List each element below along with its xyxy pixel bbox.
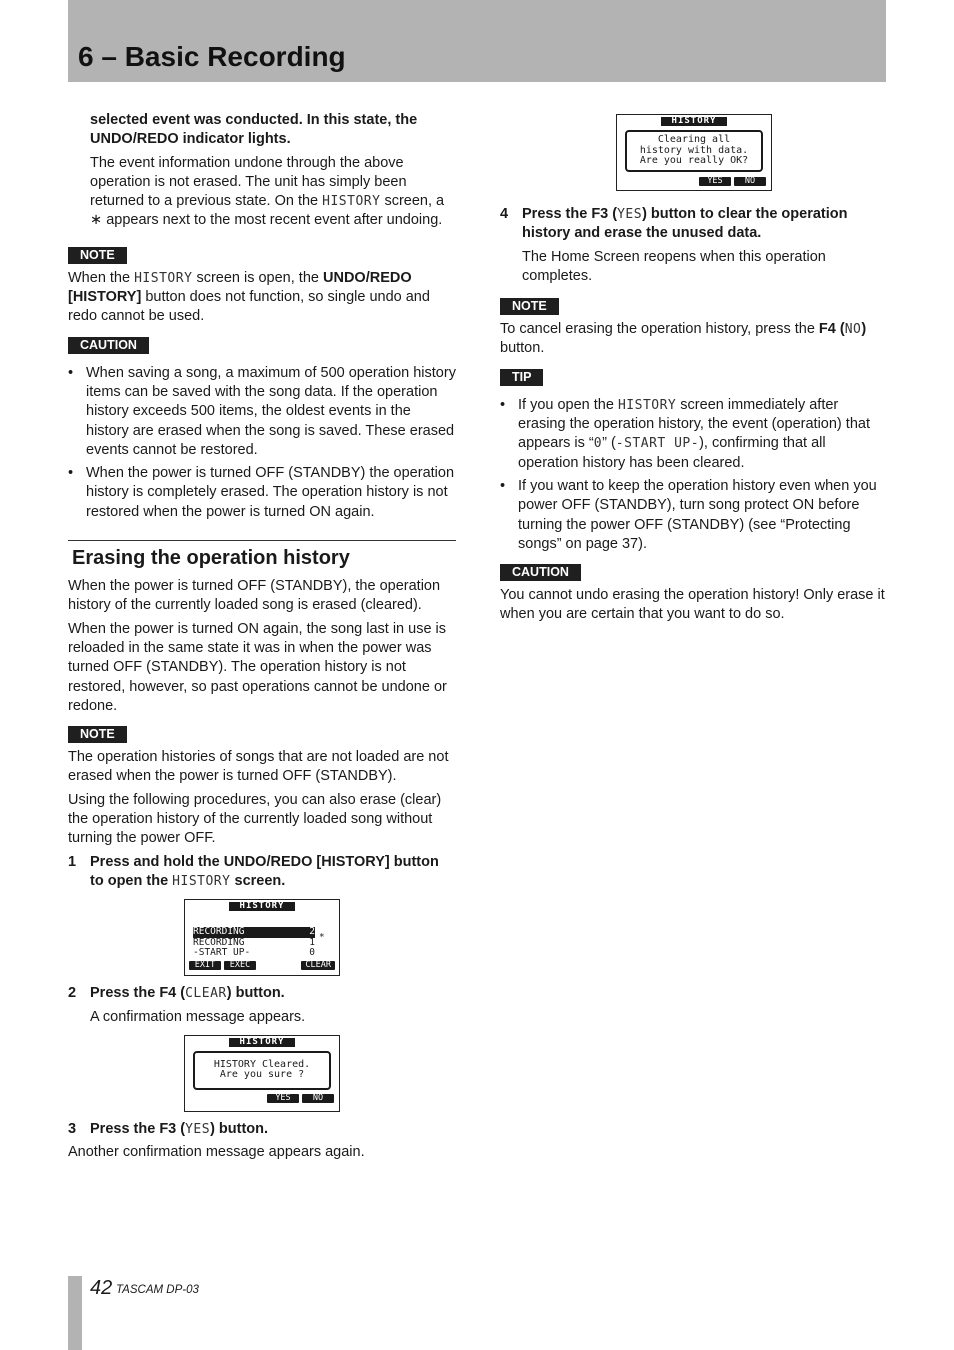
body-paragraph: The operation histories of songs that are not loaded are not erased when the power is turned OFF (STANDBY).	[68, 749, 449, 785]
lcd-text-start-up: -START UP-	[615, 436, 700, 452]
section-heading: Erasing the operation history	[72, 547, 350, 570]
asterisk-mark: ∗	[90, 212, 103, 229]
chapter-title: 6 – Basic Recording	[78, 41, 346, 72]
step-2: 2 Press the F4 (CLEAR) button.	[68, 985, 285, 1002]
caution-label: CAUTION	[68, 337, 149, 354]
note-label: NOTE	[68, 726, 127, 743]
lcd-history-list-screen	[184, 899, 456, 976]
caution-paragraph: You cannot undo erasing the operation history! Only erase it when you are certain that you want to do so.	[500, 587, 885, 623]
lcd-text-clear: CLEAR	[185, 986, 227, 1002]
note-paragraph: To cancel erasing the operation history, press the F4 (NO) button.	[500, 321, 867, 357]
intro-paragraph: The event information undone through the above operation is not erased. The unit has simply been returned to a previous state. On the HISTORY screen, a ∗ appears next to the most recent event after undoing.	[90, 154, 445, 229]
lcd-title: HISTORY	[229, 1038, 295, 1047]
lcd-history-row: RECORDING 1	[193, 936, 315, 948]
lcd-message-box: Clearing all history with data. Are you really OK?	[625, 130, 763, 172]
list-item: • When saving a song, a maximum of 500 operation history items can be saved with the song data. If the operation history exceeds 500 items, the oldest events in the history are erased when the song is saved. These erased events cannot be restored.	[68, 364, 456, 458]
body-paragraph: When the power is turned OFF (STANDBY), the operation history of the currently loaded song is erased (cleared).	[68, 578, 441, 614]
lcd-text-history: HISTORY	[134, 270, 193, 286]
lcd-text-yes: YES	[185, 1121, 211, 1137]
step-4: 4 Press the F3 (YES) button to clear the operation history and erase the unused data.	[500, 206, 848, 242]
lcd-key-yes: YES	[699, 177, 731, 186]
footer-bar	[68, 1276, 82, 1350]
intro-bold-text: selected event was conducted. In this state, the UNDO/REDO indicator lights.	[90, 112, 418, 148]
step-description: The Home Screen reopens when this operation completes.	[522, 248, 826, 284]
caution-list	[68, 364, 456, 522]
tip-label: TIP	[500, 369, 543, 386]
lcd-text-no: NO	[844, 322, 862, 338]
page-header	[68, 0, 886, 82]
body-paragraph: When the power is turned ON again, the song last in use is reloaded in the same state it was in when the power was turned OFF (STANDBY). The operation history is not restored, however, so past operations cannot be undone or redone.	[68, 620, 447, 714]
lcd-history-row: RECORDING 2	[193, 926, 315, 938]
step-3: 3 Press the F3 (YES) button.	[68, 1120, 269, 1137]
list-item: • If you want to keep the operation history even when you power OFF (STANDBY), turn song protect ON before turning the power OFF (STANDBY) (see “Protecting songs” on page 37).	[500, 477, 877, 552]
lcd-current-marker: ∗	[319, 930, 325, 942]
section-divider	[68, 540, 456, 541]
step-1: 1 Press and hold the UNDO/REDO [HISTORY] button to open the HISTORY screen.	[68, 853, 439, 889]
lcd-message-box: HISTORY Cleared. Are you sure ?	[193, 1051, 331, 1090]
lcd-confirm-screen	[184, 1035, 456, 1112]
lcd-history-row: -START UP- 0	[193, 947, 315, 959]
step-description: A confirmation message appears.	[90, 1008, 306, 1025]
lcd-key-no: NO	[302, 1094, 334, 1103]
lcd-title: HISTORY	[661, 117, 727, 126]
step-description: Another confirmation message appears again.	[68, 1144, 365, 1161]
note-label: NOTE	[500, 298, 559, 315]
lcd-text-yes: YES	[617, 207, 643, 222]
caution-label: CAUTION	[500, 564, 581, 581]
lcd-key-yes: YES	[267, 1094, 299, 1103]
page-number: 42	[90, 1277, 113, 1299]
tip-list	[500, 396, 888, 554]
lcd-final-confirm-screen	[616, 114, 888, 191]
lcd-text-history: HISTORY	[617, 397, 677, 413]
left-column	[68, 111, 456, 1166]
lcd-text-history: HISTORY	[172, 873, 231, 889]
lcd-key-no: NO	[734, 177, 766, 186]
lcd-text-history: HISTORY	[322, 194, 381, 210]
lcd-key-exit: EXIT	[189, 961, 221, 970]
right-column	[500, 114, 888, 629]
list-item: • When the power is turned OFF (STANDBY) the operation history is completely erased. The operation history is not restored when the power is turned ON again.	[68, 465, 455, 520]
footer-model-name: TASCAM DP-03	[116, 1284, 199, 1296]
lcd-key-exec: EXEC	[224, 961, 256, 970]
note-label: NOTE	[68, 247, 127, 264]
lcd-key-clear: CLEAR	[301, 961, 335, 970]
body-paragraph: Using the following procedures, you can also erase (clear) the operation history of the currently loaded song without turning the power OFF.	[68, 791, 442, 847]
lcd-text-zero: 0	[593, 436, 603, 452]
lcd-title: HISTORY	[229, 902, 295, 911]
note-paragraph: When the HISTORY screen is open, the UNDO/REDO [HISTORY] button does not function, so single undo and redo cannot be used.	[68, 269, 430, 325]
list-item: • If you open the HISTORY screen immediately after erasing the operation history, the event (operation) that appears is “0” (-START UP-), confirming that all operation history has been cleared.	[500, 396, 870, 471]
